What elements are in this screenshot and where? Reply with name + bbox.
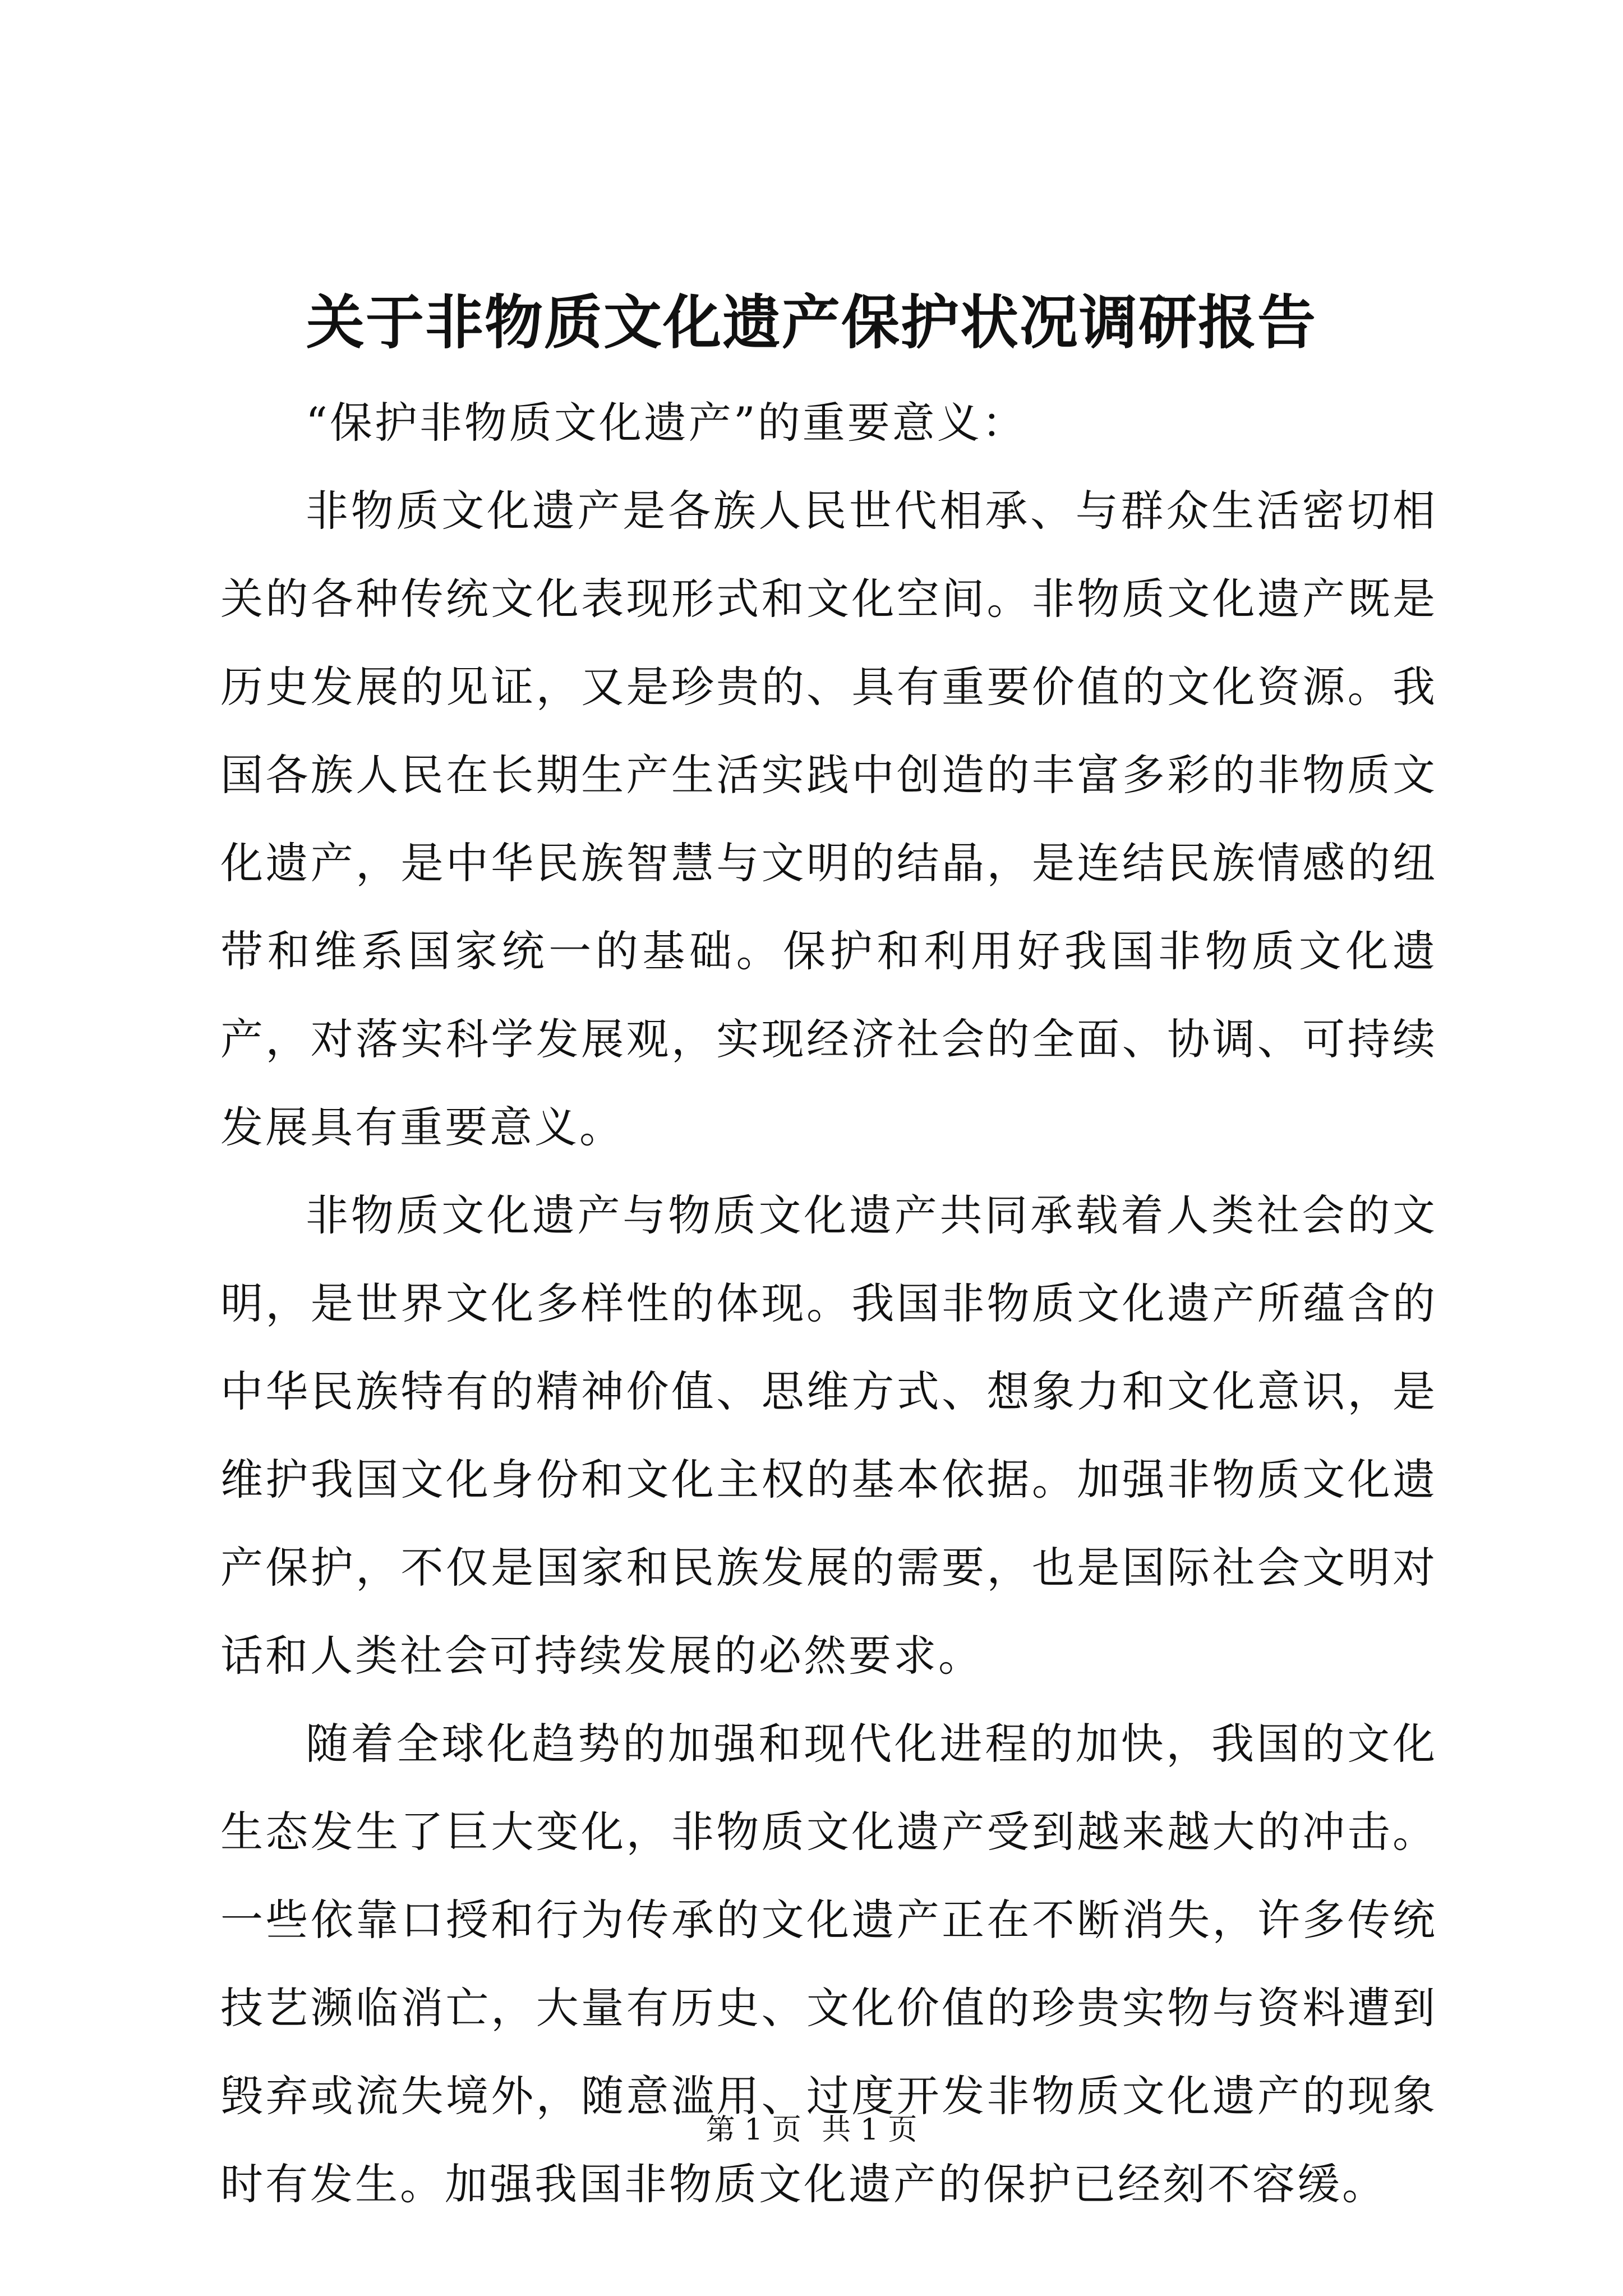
document-title: 关于非物质文化遗产保护状况调研报告 <box>306 288 1317 357</box>
paragraph: 随着全球化趋势的加强和现代化进程的加快，我国的文化生态发生了巨大变化，非物质文化遗产受到越来越大的冲击。一些依靠口授和行为传承的文化遗产正在不断消失，许多传统技艺濒临消亡，大量有历史、文化价值的珍贵实物与资料遭到毁弃或流失境外，随意滥用、过度开发非物质文化遗产的现象时有发生。加强我国非物质文化遗产的保护已经刻不容缓。 <box>220 1719 1437 2209</box>
page-total: 共 1 页 <box>822 2113 917 2147</box>
paragraph: 非物质文化遗产是各族人民世代相承、与群众生活密切相关的各种传统文化表现形式和文化空间。非物质文化遗产既是历史发展的见证，又是珍贵的、具有重要价值的文化资源。我国各族人民在长期生产生活实践中创造的丰富多彩的非物质文化遗产，是中华民族智慧与文明的结晶，是连结民族情感的纽带和维系国家统一的基础。保护和利用好我国非物质文化遗产，对落实科学发展观，实现经济社会的全面、协调、可持续发展具有重要意义。 <box>220 486 1437 1152</box>
page-number: 第 1 页 <box>706 2113 801 2147</box>
page-footer <box>0 2110 1623 2150</box>
paragraph-heading: “保护非物质文化遗产”的重要意义： <box>306 398 1027 448</box>
paragraph: 非物质文化遗产与物质文化遗产共同承载着人类社会的文明，是世界文化多样性的体现。我国非物质文化遗产所蕴含的中华民族特有的精神价值、思维方式、想象力和文化意识，是维护我国文化身份和文化主权的基本依据。加强非物质文化遗产保护，不仅是国家和民族发展的需要，也是国际社会文明对话和人类社会可持续发展的必然要求。 <box>220 1190 1437 1681</box>
document-body <box>220 379 1437 2228</box>
